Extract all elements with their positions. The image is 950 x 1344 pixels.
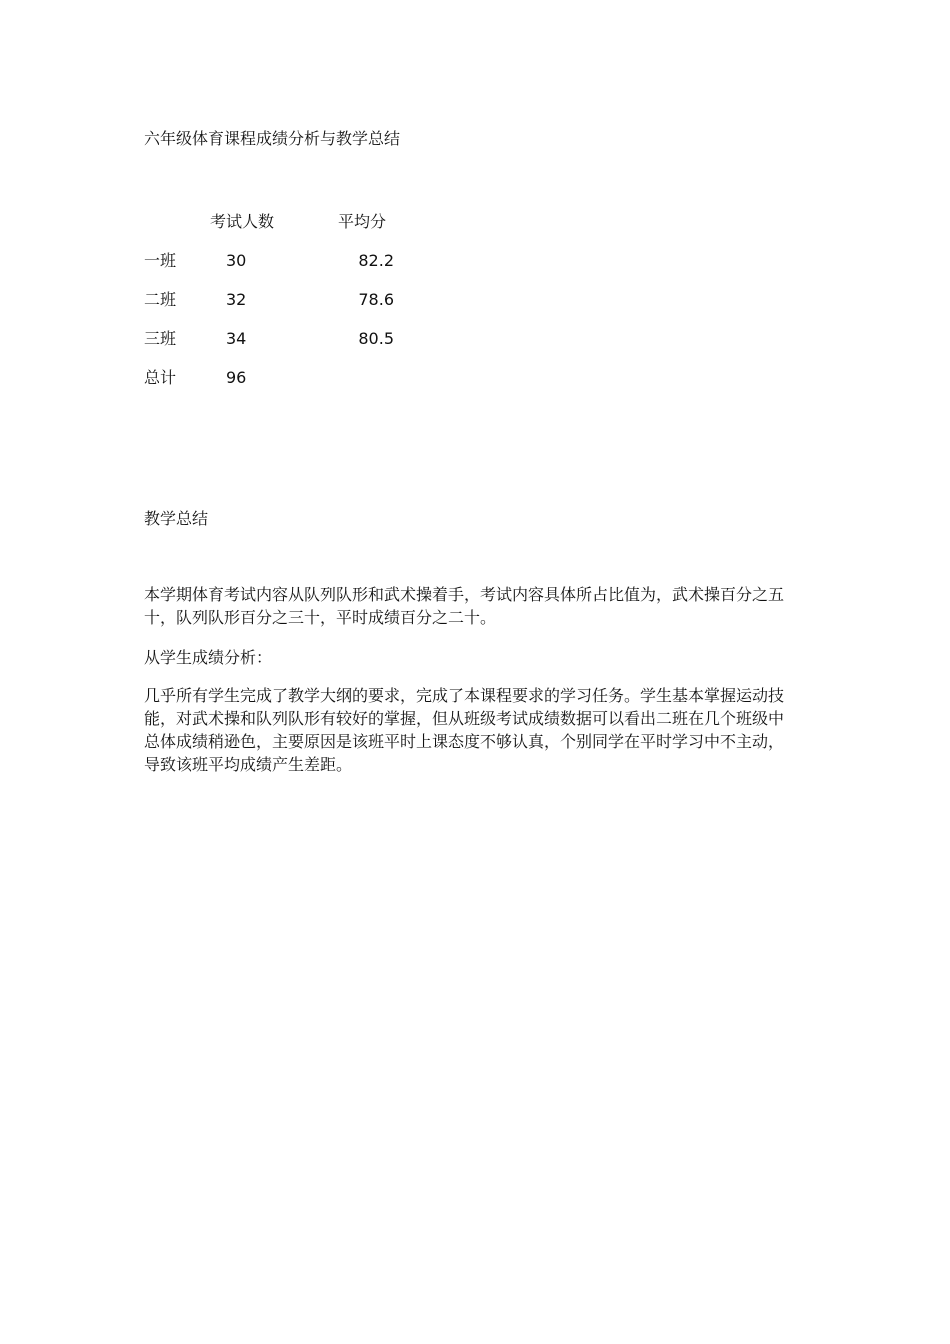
cell-count: 32 — [226, 289, 247, 309]
cell-class: 二班 — [144, 289, 177, 309]
table-row — [144, 280, 394, 319]
table-header-row — [144, 202, 394, 241]
cell-average: 82.2 — [358, 250, 394, 270]
paragraph-exam-content: 本学期体育考试内容从队列队形和武术操着手，考试内容具体所占比值为，武术操百分之五十，队列队形百分之三十，平时成绩百分之二十。 — [144, 585, 785, 627]
paragraph-analysis-intro: 从学生成绩分析： — [144, 648, 273, 667]
header-average: 平均分 — [338, 211, 387, 231]
document-title: 六年级体育课程成绩分析与教学总结 — [144, 129, 401, 148]
cell-count: 34 — [226, 328, 247, 348]
score-table — [144, 202, 394, 397]
header-class — [144, 202, 210, 241]
paragraph-analysis-detail: 几乎所有学生完成了教学大纲的要求，完成了本课程要求的学习任务。学生基本掌握运动技能，对武术操和队列队形有较好的掌握，但从班级考试成绩数据可以看出二班在几个班级中总体成绩稍逊色，主要原因是该班平时上课态度不够认真，个别同学在平时学习中不主动，导致该班平均成绩产生差距。 — [144, 686, 785, 774]
table-row — [144, 241, 394, 280]
cell-average: 78.6 — [358, 289, 394, 309]
summary-heading: 教学总结 — [144, 509, 209, 528]
cell-class: 三班 — [144, 328, 177, 348]
table-row — [144, 358, 394, 397]
cell-average — [338, 358, 394, 397]
cell-average: 80.5 — [358, 328, 394, 348]
table-row — [144, 319, 394, 358]
cell-count: 30 — [226, 250, 247, 270]
header-exam-count: 考试人数 — [210, 211, 275, 231]
cell-count: 96 — [226, 367, 247, 387]
cell-class: 一班 — [144, 250, 177, 270]
cell-class: 总计 — [144, 367, 177, 387]
